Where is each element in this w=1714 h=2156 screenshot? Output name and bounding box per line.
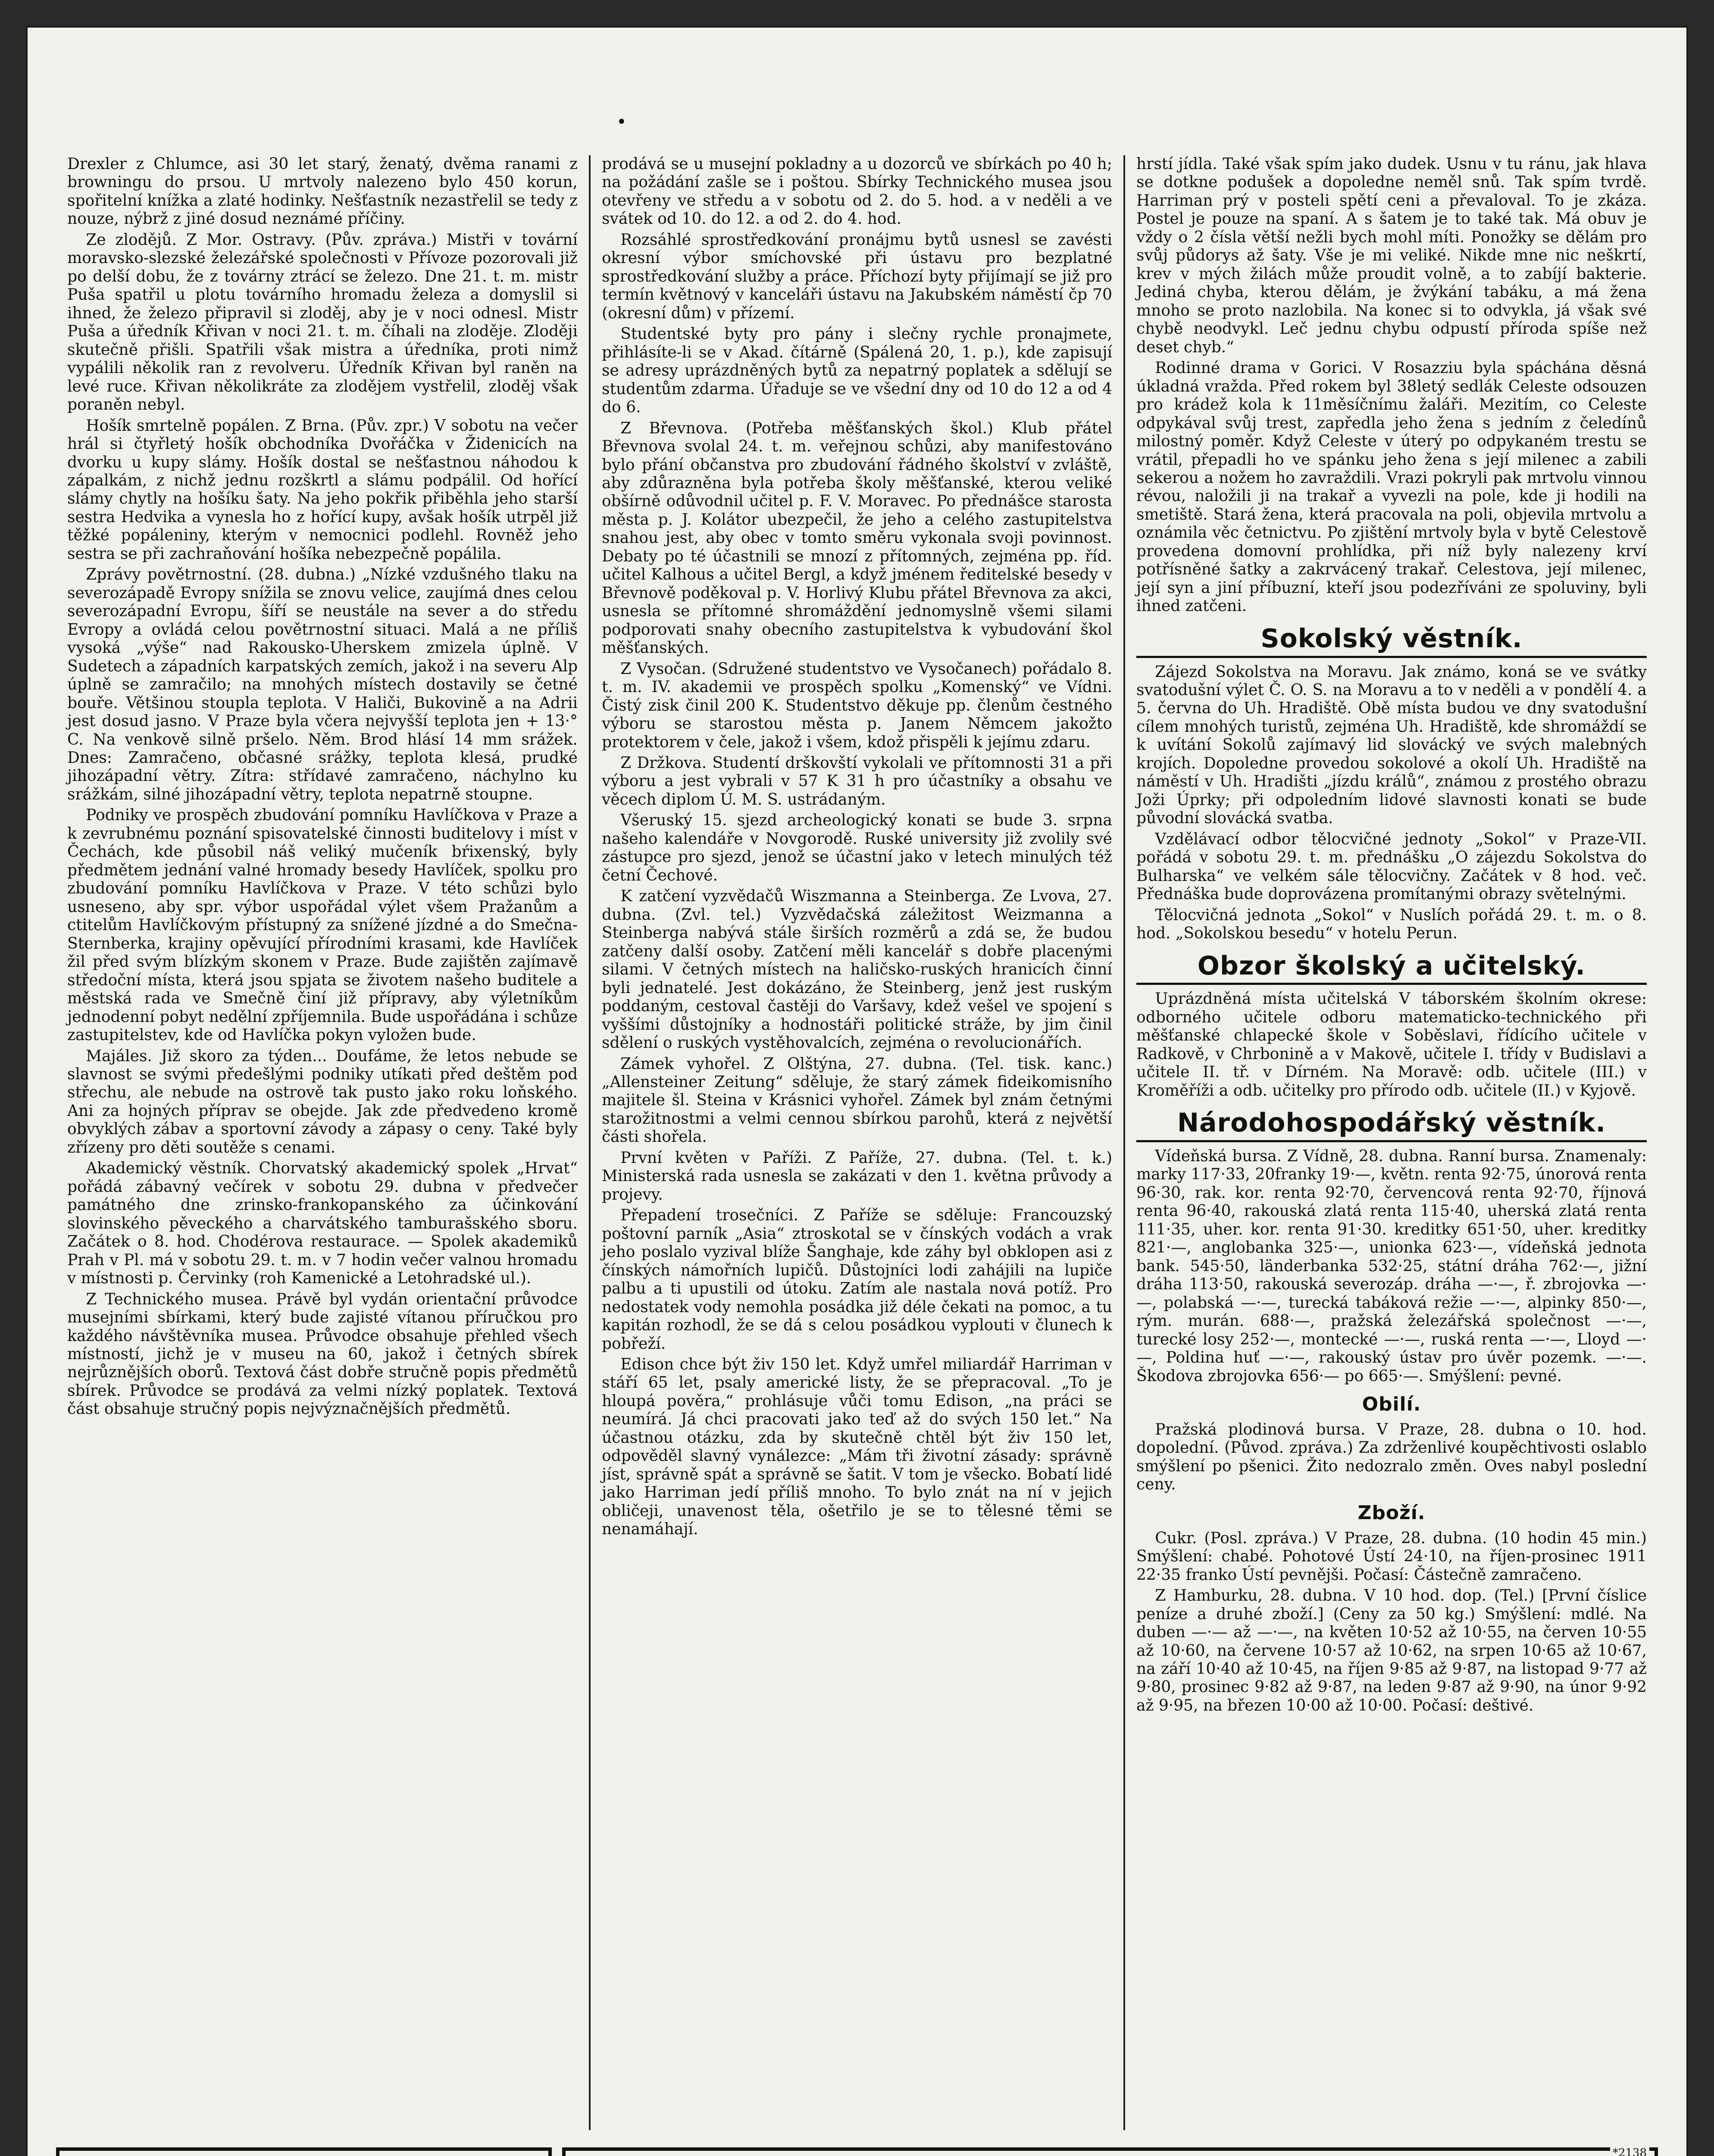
column-left (56, 155, 589, 2130)
advertisements (56, 2147, 1658, 2156)
article-paragraph: Z Technického musea. Právě byl vydán orientační průvodce musejními sbírkami, který bude zajisté vítanou příručkou pro každého návštěvníka musea. Průvodce obsahuje přehled všech místností, jichž je v museu na 60, jakož i četných sbírek nejrůznějších oborů. Textová část dobře stručně popis předmětů sbírek. Průvodce se prodává za velmi nízký poplatek. Textová část obsahuje stručný popis nejvýznačnějších předmětů. (67, 1290, 578, 1418)
newspaper-page (26, 26, 1688, 2156)
article-paragraph: Zájezd Sokolstva na Moravu. Jak známo, koná se ve svátky svatodušní výlet Č. O. S. na Moravu a to v neděli a v pondělí 4. a 5. června do Uh. Hradiště. Obě místa budou ve dny svatodušní cílem mnohých turistů, zejména Uh. Hradiště, kde shromáždí se k uvítání Sokolů zajímavý lid slovácký ve svých malebných krojích. Dopoledne provedou sokolové a okolí Uh. Hradiště na náměstí v Uh. Hradišti „jízdu králů“, známou z prostého obrazu Joži Úprky; při odpoledním lidové slavnosti konati se bude původní slovácká svatba. (1136, 663, 1647, 827)
article-paragraph: Vídeňská bursa. Z Vídně, 28. dubna. Ranní bursa. Znamenaly: marky 117·33, 20franky 19·—, květn. renta 92·75, únorová renta 96·30, rak. kor. renta 92·70, červencová renta 92·70, říjnová renta 96·40, rakouská zlatá renta 115·40, uherská zlatá renta 111·35, uher. kor. renta 91·30. kreditky 651·50, uher. kreditky 821·—, anglobanka 325·—, unionka 623·—, vídeňská jednota bank. 545·50, länderbanka 532·25, státní dráha 762·—, jižní dráha 113·50, rakouská severozáp. dráha —·—, ř. zbrojovka —·—, polabská —·—, turecká tabáková režie —·—, alpinky 850·—, rým. murán. 688·—, pražská železářská společnost —·—, turecké losy 252·—, montecké —·—, ruská renta —·—, Lloyd —·—, Poldina huť —·—, rakouský ústav pro úvěr pozemk. —·—. Škodova zbrojovka 656·— po 665·—. Smýšlení: pevné. (1136, 1147, 1647, 1385)
section-heading-grain: Obilí. (1362, 1393, 1421, 1416)
article-paragraph: Všeruský 15. sjezd archeologický konati se bude 3. srpna našeho kalendáře v Novgorodě. Ruské university již zvolily své zástupce pro sjezd, jenož se účastní jako v letech minulých též četní Čechové. (602, 812, 1112, 884)
ad-svoboda (562, 2147, 1658, 2156)
article-paragraph: Uprázdněná místa učitelská V táborském školním okrese: odborného učitele odboru matematicko-technického při měšťanské chlapecké škole v Soběslavi, řídícího učitele v Radkově, v Chrbonině a v Makově, učitele I. třídy v Budislavi a učitele II. tř. v Dírném. Na Moravě: odb. učitele (III.) v Kroměříži a odb. učitelky pro přírodo odb. učitele (II.) v Kyjově. (1136, 990, 1647, 1100)
article-paragraph: Hošík smrtelně popálen. Z Brna. (Pův. zpr.) V sobotu na večer hrál si čtyřletý hošík obchodníka Dvořáčka v Židenicích na dvorku u kupy slámy. Hošík dostal se nešťastnou náhodou k zápalkám, z nichž jednu rozškrtl a slámu podpálil. Od hořící slámy chytly na hošíku šaty. Na jeho pokřik přiběhla jeho starší sestra Hedvika a vynesla ho z hořící kupy, avšak hošík utrpěl již těžké popáleniny, kterým v nemocnici podlehl. Rovněž jeho sestra se při zachraňování hošíka nebezpečně popálila. (67, 417, 578, 563)
article-columns (56, 155, 1658, 2130)
article-paragraph: Tělocvičná jednota „Sokol“ v Nuslích pořádá 29. t. m. o 8. hod. „Sokolskou besedu“ v hotelu Perun. (1136, 906, 1647, 943)
article-paragraph: Rozsáhlé sprostředkování pronájmu bytů usnesl se zavésti okresní výbor smíchovské při ústavu pro bezplatné sprostředkování služby a práce. Příchozí byty přijímají se již pro termín květnový v kanceláři ústavu na Jakubském náměstí čp 70 (okresní dům) v přízemí. (602, 231, 1112, 322)
section-heading-economy: Národohospodářský věstník. (1136, 1108, 1647, 1142)
article-paragraph: Majáles. Již skoro za týden... Doufáme, že letos nebude se slavnost se svými předešlými podniky utíkati před deštěm pod střechu, ale nebude na ostrově tak pusto jako roku loňského. Ani za hojných příprav se obejde. Jak zde předvedeno kromě obvyklých zábav a sportovní závody a zápasy o ceny. Také byly zřízeny pro děti soutěže s cenami. (67, 1047, 578, 1156)
page-mark: • (616, 112, 627, 132)
article-paragraph: První květen v Paříži. Z Paříže, 27. dubna. (Tel. t. k.) Ministerská rada usnesla se zakázati v den 1. května průvody a projevy. (602, 1149, 1112, 1203)
article-paragraph: Drexler z Chlumce, asi 30 let starý, ženatý, dvěma ranami z browningu do prsou. U mrtvoly nalezeno bylo 450 korun, spořitelní knížka a zlaté hodinky. Nešťastník nezastřelil se tedy z nouze, nýbrž z jiné dosud neznámé příčiny. (67, 155, 578, 228)
article-paragraph: Studentské byty pro pány i slečny rychle pronajmete, přihlásíte-li se v Akad. čítárně (Spálená 20, 1. p.), kde zapisují se adresy uprázdněných bytů za nepatrný poplatek a sdělují se studentům zdarma. Úřaduje se ve všední dny od 10 do 12 a od 4 do 6. (602, 325, 1112, 417)
article-paragraph: Ze zlodějů. Z Mor. Ostravy. (Pův. zpráva.) Mistři v tovární moravsko-slezské železářské společnosti v Přívoze pozorovali již po delší dobu, že z továrny ztrácí se železo. Dne 21. t. m. mistr Puša spatřil u plotu továrního hromadu železa a domyslil si ihned, že železo připravil si zloděj, aby je v noci odnesl. Mistr Puša a úředník Křivan v noci 21. t. m. číhali na zloděje. Zloději skutečně přišli. Spatřili však mistra a úředníka, proti nimž vypálili několik ran z revolveru. Úředník Křivan byl raněn na levé ruce. Křivan několikráte za zlodějem vystřelil, zloděj však poraněn nebyl. (67, 231, 578, 414)
article-paragraph: Podniky ve prospěch zbudování pomníku Havlíčkova v Praze a k zevrubnému poznání spisovatelské činnosti buditelovy i míst v Čechách, kde působil náš veliký mučeník bŕixenský, byly předmětem jednání valné hromady besedy Havlíček, spolku pro zbudování pomníku Havlíčkova v Praze. V této schůzi bylo usneseno, aby spr. výbor uspořádal výlet všem Pražanům a ctitelům Havlíčkovým přístupný za snížené jízdné a do Smečna-Sternberka, krajiny opěvující přírodními krasami, kde Havlíček žil před svým blízkým skonem v Praze. Bude zajištěn zajímavě středoční místa, která jsou spjata se životem našeho buditele a městská rada ve Smečně činí již přípravy, aby výletníkům jednodenní pobyt nedělní zpříjemnila. Bude uspořádána i schůze zastupitelstev, kde od Havlíčka pokyn vyložen bude. (67, 806, 578, 1044)
article-paragraph: Zámek vyhořel. Z Olštýna, 27. dubna. (Tel. tisk. kanc.) „Allensteiner Zeitung“ sděluje, že starý zámek fideikomisního majitele šl. Steina v Krásnici vyhořel. Zámek byl znám četnými starožitnostmi a velmi cennou sbírkou parohů, která z největší části shořela. (602, 1055, 1112, 1146)
article-paragraph: Přepadení trosečníci. Z Paříže se sděluje: Francouzský poštovní parník „Asia“ ztroskotal se v čínských vodách a vrak jeho poslalo vyzival blíže Šanghaje, kde záhy byl obklopen asi z čínských námořních lupičů. Důstojníci lodi zahájili na lupiče palbu a ti upustili od útoku. Zatím ale nastala nová potíž. Pro nedostatek vody nemohla posádka již déle čekati na pomoc, a tu kapitán rozhodl, že se dá s celou posádkou vyplouti v člunech k pobřeží. (602, 1206, 1112, 1353)
article-paragraph: Z Vysočan. (Sdružené studentstvo ve Vysočanech) pořádalo 8. t. m. IV. akademii ve prospěch spolku „Komenský“ ve Vídni. Čistý zisk činil 200 K. Studentstvo děkuje pp. členům čestného výboru se starostou města p. Janem Němcem jakožto protektorem v čele, jakož i všem, kdož přispěli k jejímu zdaru. (602, 660, 1112, 751)
article-paragraph: Akademický věstník. Chorvatský akademický spolek „Hrvat“ pořádá zábavný večírek v sobotu 29. dubna v předvečer památného dne zrinsko-frankopanského za účinkování slovinského pěveckého a charvátského tamburašského sboru. Začátek o 8. hod. Chodérova restaurace. — Spolek akademiků Prah v Pl. má v sobotu 29. t. m. v 7 hodin večer valnou hromadu v místnosti p. Červinky (roh Kamenické a Letohradské ul.). (67, 1159, 578, 1288)
column-middle (589, 155, 1123, 2130)
article-paragraph: Z Hamburku, 28. dubna. V 10 hod. dop. (Tel.) [První číslice peníze a druhé zboží.] (Ceny za 50 kg.) Smýšlení: mdlé. Na duben —·— až —·—, na květen 10·52 až 10·55, na červen 10·55 až 10·60, na červene 10·57 až 10·62, na srpen 10·65 až 10·67, na září 10·40 až 10·45, na říjen 9·85 až 9·87, na listopad 9·77 až 9·80, prosinec 9·82 až 9·87, na leden 9·87 až 9·90, na únor 9·92 až 9·95, na březen 10·00 až 10·00. Počasí: deštivé. (1136, 1587, 1647, 1714)
article-paragraph: Pražská plodinová bursa. V Praze, 28. dubna o 10. hod. dopolední. (Původ. zpráva.) Za zdrženlivé koupěchtivosti oslablo smýšlení po pšenici. Žito nedozralo změn. Oves nabyl poslední ceny. (1136, 1420, 1647, 1494)
ad-stipek (56, 2147, 552, 2156)
article-paragraph: prodává se u musejní pokladny a u dozorců ve sbírkách po 40 h; na požádání zašle se i poštou. Sbírky Technického musea jsou otevřeny ve středu a v sobotu od 2. do 5. hod. a v neděli a ve svátek od 10. do 12. a od 2. do 4. hod. (602, 155, 1112, 228)
article-paragraph: hrstí jídla. Také však spím jako dudek. Usnu v tu ránu, jak hlava se dotkne podušek a dopoledne neměl snů. Tak spím tvrdě. Harriman prý v posteli spětí ceni a převaloval. To je zkáza. Postel je pouze na spaní. A s šatem je to také tak. Má obuv je vždy o 2 čísla větší nežli bych mohl míti. Ponožky se dělám pro svůj půdorys až šaty. Vše je mi veliké. Nikde mne nic neškrtí, krev v mých žilách může proudit volně, a to zabíjí bakterie. Jediná chyba, kterou dělám, je žvýkání tabáku, a má žena mnoho se proto nazlobila. Na konec si to odvykla, já však své chybě neodvykl. Leč jednu chybu odpustí příroda spíše než deset chyb.“ (1136, 155, 1647, 356)
article-paragraph: Vzdělávací odbor tělocvičné jednoty „Sokol“ v Praze-VII. pořádá v sobotu 29. t. m. přednášku „O zájezdu Sokolstva do Bulharska“ ve velkém sále tělocvičny. Začátek v 8 hod. več. Přednáška bude doprovázena promítanými obrazy světelnými. (1136, 830, 1647, 903)
article-paragraph: K zatčení vyzvědačů Wiszmanna a Steinberga. Ze Lvova, 27. dubna. (Zvl. tel.) Vyzvědačská záležitost Weizmanna a Steinberga nabývá stále širších rozměrů a zdá se, že budou zatčeny další osoby. Zatčení měli kancelář s dobře placenými silami. V četných místech na haličsko-ruských hranicích činní byli jednatelé. Jest dokázáno, že Steinberg, jenž jest ruským poddaným, cestoval častěji do Varšavy, kdež vešel ve spojení s vyššími důstojníky a hodnostáři politické stráže, by jim činil sdělení o ruských vystěhovalcích, zejména o revolucionářích. (602, 887, 1112, 1052)
section-heading-school: Obzor školský a učitelský. (1136, 951, 1647, 985)
section-heading-goods: Zboží. (1357, 1501, 1426, 1524)
article-paragraph: Z Držkova. Studentí drškovští vykolali ve přítomnosti 31 a při výboru a jest vybrali v 57 K 31 h pro účastníky a obsahu ve věcech diplom Ú. M. S. ustrádaným. (602, 754, 1112, 808)
ad-trika-title (566, 2151, 1040, 2156)
article-paragraph: Cukr. (Posl. zpráva.) V Praze, 28. dubna. (10 hodin 45 min.) Smýšlení: chabé. Pohotové Ústí 24·10, na říjen-prosinec 1911 22·35 franko Ústí pevnějši. Počasí: Částečně zamračeno. (1136, 1529, 1647, 1584)
column-right (1123, 155, 1658, 2130)
ad-info (1040, 2151, 1655, 2156)
section-heading-sokol: Sokolský věstník. (1136, 624, 1647, 658)
article-paragraph: Rodinné drama v Gorici. V Rosazziu byla spáchána děsná úkladná vražda. Před rokem byl 38letý sedlák Celeste odsouzen pro krádež kola k 11měsíčnímu žaláři. Mezitím, co Celeste odpykával svůj trest, zapředla jeho žena s jedním z čeledínů milostný poměr. Když Celeste v úterý po odpykaném trestu se vrátil, přepadli ho ve spánku jeho žena s její milenec a zabili sekerou a nožem ho zavraždili. Vrazi pokryli pak mrtvolu vinnou révou, naložili ji na trakař a vyvezli na pole, kde ji hodili na smetiště. Stará žena, která pracovala na poli, objevila mrtvolu a oznámila věc četnictvu. Po zjištění mrtvoly byla v bytě Celestově provedena domovní prohlídka, při níž byly nalezeny krví potřísněné šatky a zakrvácený trakař. Celestova, její milenec, její syn a jiní příbuzní, kteří jsou podezříváni ze spoluviny, byli ihned zatčeni. (1136, 359, 1647, 615)
article-paragraph: Edison chce být živ 150 let. Když umřel miliardář Harriman v stáří 65 let, psaly americké listy, že se přepracoval. „To je hloupá pověra,“ prohlásuje vůči tomu Edison, „na práci se neumírá. Já chci pracovati jako teď až do svých 150 let.“ Na účastnou otázku, zda by skutečně chtěl být živ 150 let, odpověděl slavný vynálezce: „Mám tři životní zásady: správně jíst, správně spát a správně se šatit. V tom je všecko. Bobatí lidé jako Harriman jedí příliš mnoho. To bylo znát na ní v jejich obličeji, unavenost těla, ošetřilo je se to tělesné těmi se nenamáhají. (602, 1356, 1112, 1539)
article-paragraph: Zprávy povětrnostní. (28. dubna.) „Nízké vzdušného tlaku na severozápadě Evropy snížila se znovu velice, zaujímá dnes celou severozápadní Evropu, šíří se neustále na sever a do středu Evropy a ovládá celou povětrnostní situaci. Malá a ne příliš vysoká „výše“ nad Rakousko-Uherskem zmizela úplně. V Sudetech a západních karpatských zemích, jakož i na severu Alp úplně se zamračilo; na mnohých místech dostavily se četné bouře. Většinou stoupla teplota. V Haliči, Bukovině a na Adrii jest dosud jasno. V Praze byla včera nejvyšší teplota jen + 13·° C. Na venkově silně pršelo. Něm. Brod hlásí 14 mm srážek. Dnes: Zamračeno, občasné srážky, teplota klesá, prudké jihozápadní větry. Zítra: střídavé zamračeno, náchylno ku srážkám, silné jihozápadní větry, teplota nepatrně stoupne. (67, 566, 578, 803)
ad-code: *2138 (1610, 2147, 1649, 2156)
article-paragraph: Z Břevnova. (Potřeba měšťanských škol.) Klub přátel Břevnova svolal 24. t. m. veřejnou schůzi, aby manifestováno bylo přání občanstva pro zbudování řádného školství v zvláště, aby zdůrazněna byla potřeba školy měšťanské, kterou veliké obšírně odůvodnil učitel p. F. V. Moravec. Po přednášce starosta města p. J. Kolátor ubezpečil, že jeho a celého zastupitelstva snahou jest, aby obec v tomto směru vykonala svoji povinnost. Debaty po té účastnili se mnozí z přítomných, zejména pp. říd. učitel Kalhous a učitel Bergl, a když jménem ředitelské besedy v Břevnově poděkoval p. V. Horlivý Klubu přátel Břevnova za akci, usnesla se přítomné shromáždění jednomyslně všemi silami podporovati snahy obecního zastupitelstva k vybudování škol měšťanských. (602, 419, 1112, 657)
